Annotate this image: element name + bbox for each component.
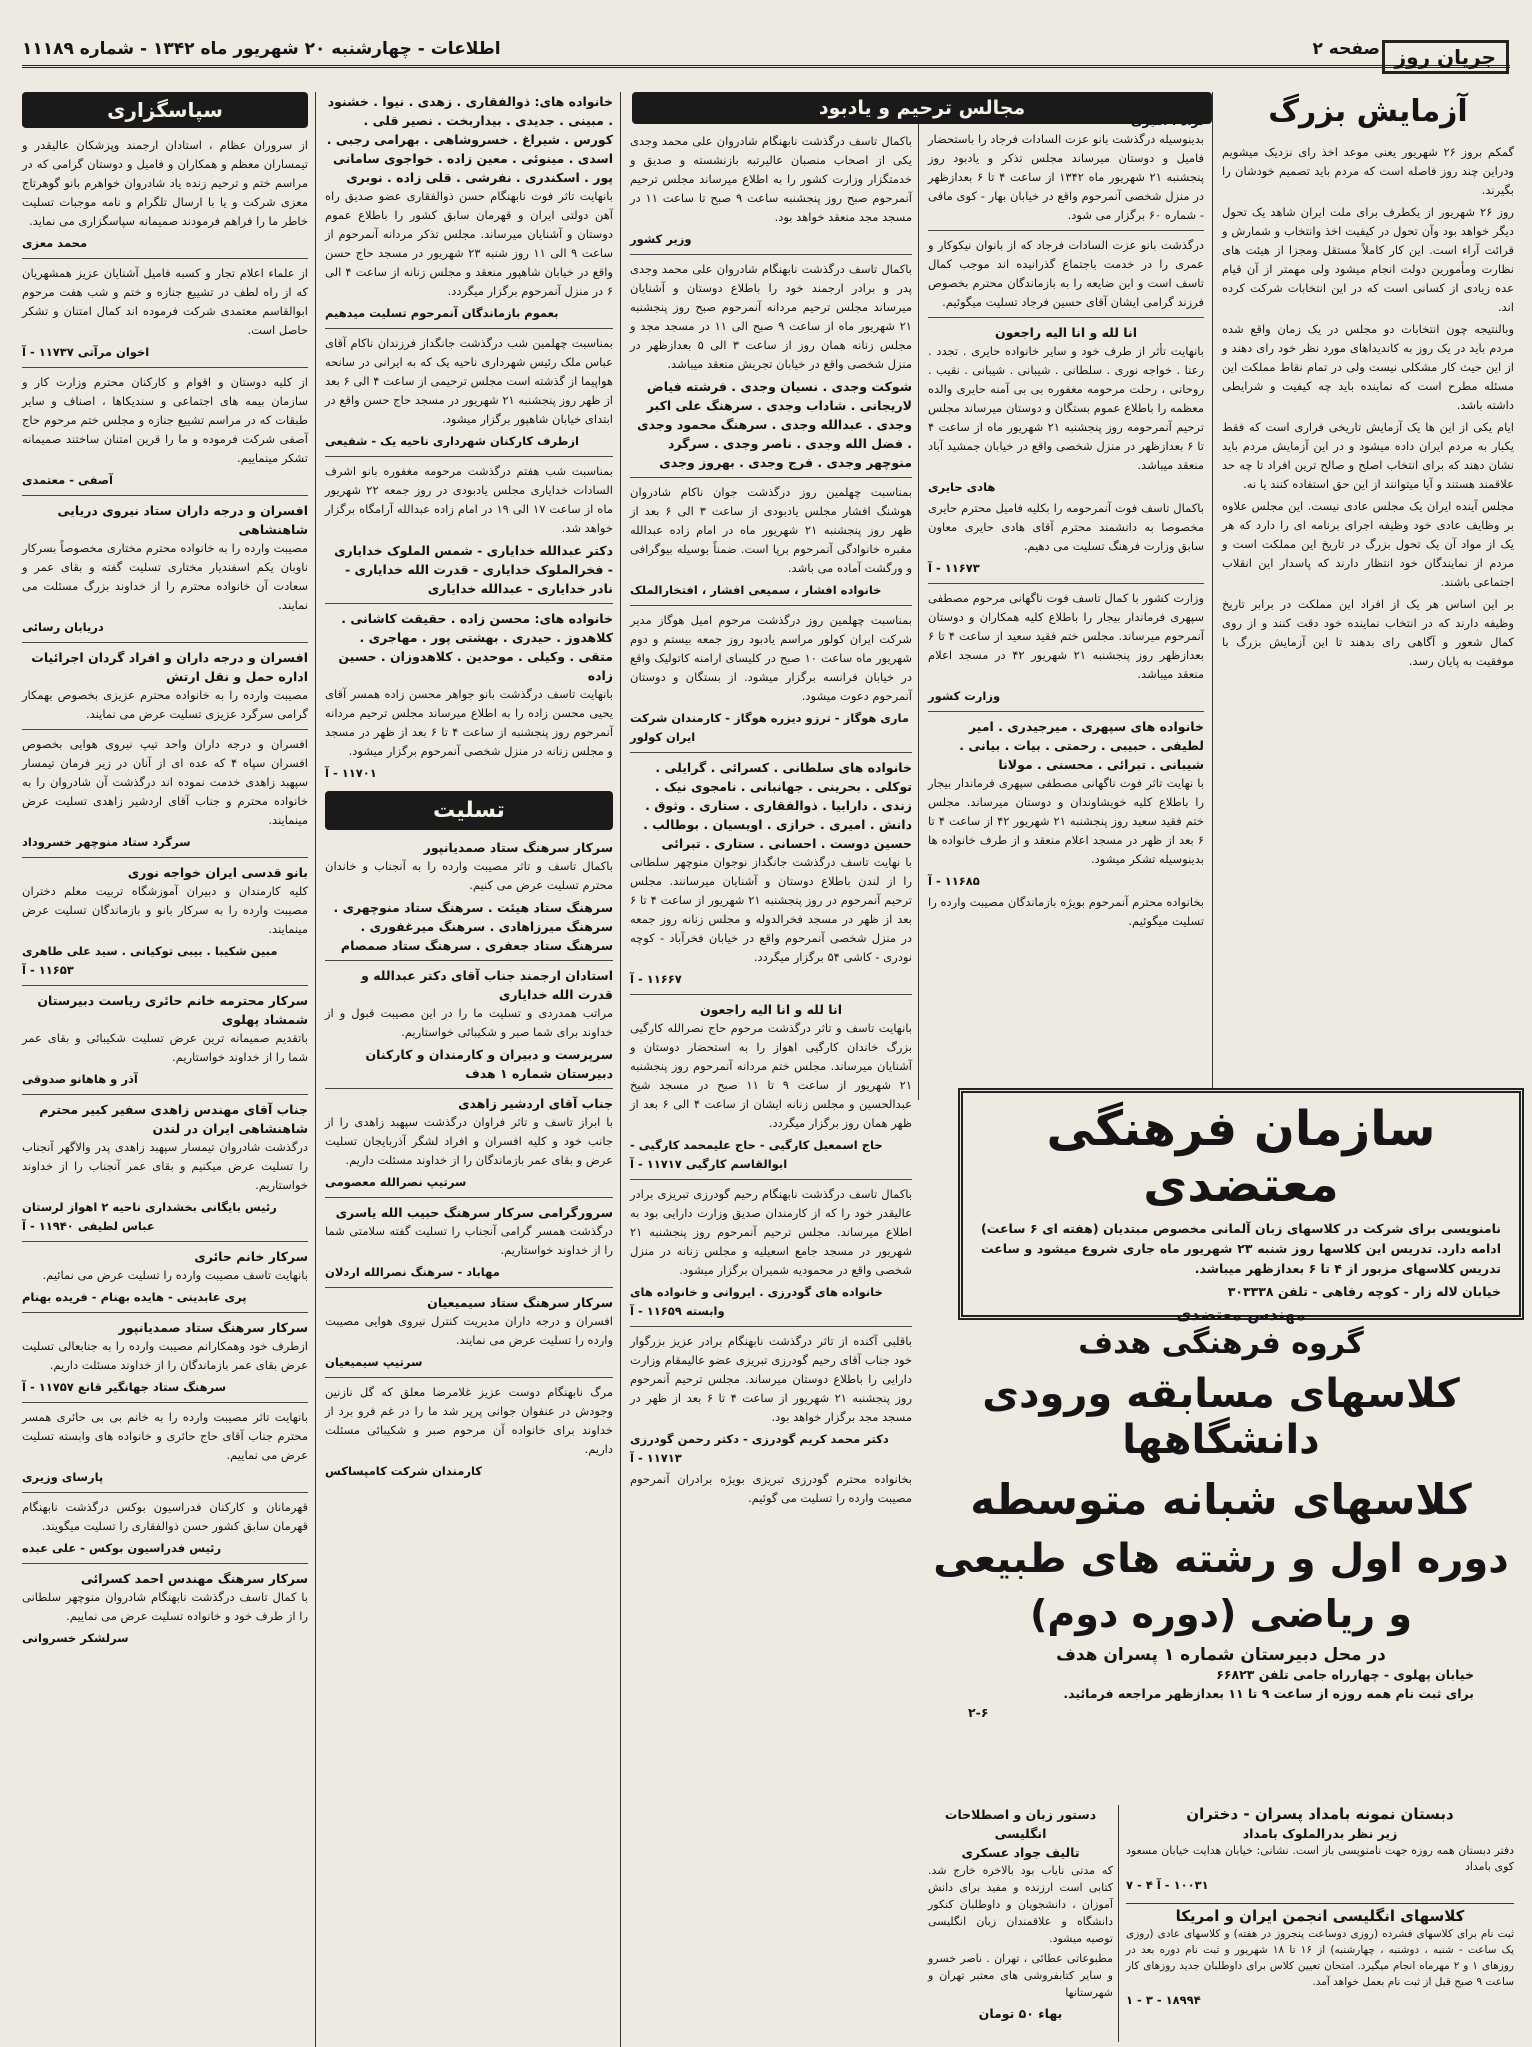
ad-hadaf-line: کلاسهای شبانه متوسطه bbox=[970, 1475, 1472, 1524]
obituary-head: انا لله و انا الیه راجعون bbox=[700, 1002, 842, 1017]
obituary-signature: وزیر کشور bbox=[630, 232, 692, 246]
divider bbox=[22, 258, 308, 259]
condolence-body: درگذشت شادروان تیمسار سپهبد زاهدی پدر والاگهر آنجناب را تسلیت عرض میکنیم و بقای عمر آنجناب را از خداوند خواستاریم. bbox=[22, 1140, 308, 1192]
editorial-paragraph: روز ۲۶ شهریور از یکطرف برای ملت ایران شاهد یک تحول دیگر خواهد بود وآن تحول در کیفیت اخذ وانتخاب و شمارش و قرائت آراء است. این کار کاملاً مستقل ومجزا از هیئت های نظارت ومأمورین دولت انجام میشود ولی مهمتر از آن قیام عده زیادی از کسانی است که در این انتخابات شرکت کرده اند. bbox=[1222, 205, 1514, 314]
editorial-title: آزمایش بزرگ bbox=[1268, 94, 1468, 129]
condolence-body: مصیبت وارده را به خانواده محترم مختاری مخصوصاً بسرکار ناوبان یکم اسفندیار مختاری تسلیت گفته و بقای عمر و سعادت آن خانواده محترم را از خداوند بزرگ مسئلت می نمایند. bbox=[22, 541, 308, 612]
masthead: اطلاعات - چهارشنبه ۲۰ شهریور ماه ۱۳۴۲ - شماره ۱۱۱۸۹ bbox=[22, 39, 501, 59]
divider bbox=[630, 994, 912, 995]
page-number: صفحه ۲ bbox=[1312, 39, 1380, 59]
condolence-head: بانو قدسی ایران خواجه نوری bbox=[127, 865, 308, 880]
obituary-signature: خانواده های گودرزی . ایروانی و خانواده های وابسته ۱۱۶۵۹ - آ bbox=[630, 1285, 883, 1318]
obituary-column-right bbox=[325, 92, 613, 2042]
thanks-column bbox=[22, 92, 308, 2042]
obituary-body: بخانواده محترم آنمرحوم بویژه بازماندگان مصیبت وارده را تسلیت میگوئیم. bbox=[928, 895, 1204, 928]
column-rule bbox=[1118, 1805, 1119, 2042]
divider bbox=[325, 1088, 613, 1089]
divider bbox=[325, 328, 613, 329]
ad-english-code: ۱۸۹۹۴ - ۳ - ۱ bbox=[1126, 1993, 1201, 2007]
obituary-body: بمناسبت چهلمین روز درگذشت مرحوم امیل هوگاز مدیر شرکت ایران کولور مراسم یادبود روز جمعه بیستم و دوم شهریور ماه ساعت ۱۰ صبح در کلیسای ارامنه کاتولیک واقع در خیابان فرانسه برگزار میشود. از بستگان و دوستان آنمرحوم دعوت میشود. bbox=[630, 613, 912, 703]
column-rule bbox=[918, 92, 919, 1100]
obituary-head: خانواده های: ذوالفقاری . زهدی . نیوا . خشنود . مبینی . جدیدی . بیداربخت . نصیر قلی . کورس . شیراغ . خسروشاهی . بهرامی رجبی . اسدی . مینوئی . معین زاده . خواجوی سامانی پور . اسکندری . نفرشی . قلی زاده . نوبری bbox=[326, 94, 613, 185]
ad-hadaf bbox=[928, 1322, 1514, 1802]
divider bbox=[325, 456, 613, 457]
obituary-body: بخانواده محترم گودرزی تبریزی بویژه برادران آنمرحوم مصیبت وارده را تسلیت می گوئیم. bbox=[630, 1472, 912, 1505]
ad-book-title: دستور زبان و اصطلاحات انگلیسی bbox=[944, 1807, 1097, 1841]
ad-school-code: ۱۰۰۳۱ - آ ۴ - ۷ bbox=[1126, 1878, 1209, 1892]
condolence-signature: سرتیپ نصرالله معصومی bbox=[325, 1175, 467, 1189]
obituary-body: بانهایت تاسف درگذشت بانو جواهر محسن زاده همسر آقای یحیی محسن زاده را به اطلاع میرساند مجلس ترحیم مردانه آنمرحوم روز پنجشنبه از ساعت ۴ تا ۶ بعد از ظهر در مسجد و مجلس زنانه در منزل شخصی آنمرحوم برگزار میشود. bbox=[325, 687, 614, 758]
obituary-head: انا لله و انا الیه راجعون bbox=[995, 325, 1137, 340]
condolence-body: باکمال تاسف و تاثر مصیبت وارده را به آنجناب و خاندان محترم تسلیت عرض می کنیم. bbox=[325, 859, 613, 892]
condolence-signature: آذر و هاهانو صدوقی bbox=[22, 1072, 138, 1086]
condolence-signature: رئیس بایگانی بخشداری ناحیه ۲ اهواز لرستان عباس لطیفی ۱۱۹۴۰ - آ bbox=[22, 1200, 277, 1233]
divider bbox=[22, 1312, 308, 1313]
obituary-head: خانواده های: محسن زاده . حقیقت کاشانی . کلاهدوز . حیدری . بهشتی پور . مهاجری . متقی . وکیلی . موحدین . کلاهدوزان . حسین زاده bbox=[338, 611, 613, 683]
obituary-body: وزارت کشور با کمال تاسف فوت ناگهانی مرحوم مصطفی سپهری فرماندار بیجار را باطلاع کلیه همکاران و دوستان آنمرحوم میرساند. مجلس ختم فقید سعید از ساعت ۴ تا ۶ بعدازظهر روز پنجشنبه ۲۱ شهریور ۴۲ در مسجد اعلام منعقد میباشد. bbox=[928, 591, 1204, 681]
condolence-body: ازطرف خود وهمکارانم مصیبت وارده را به جنابعالی تسلیت عرض بقای عمر بازماندگان را از خداوند مسئلت داریم. bbox=[22, 1339, 308, 1372]
condolence-body: افسران و درجه داران مدیریت کنترل نیروی هوایی مصیبت وارده را تسلیت عرض می نمایند. bbox=[325, 1314, 613, 1347]
condolence-signature: سرپرست و دبیران و کارمندان و کارکنان دبیرستان شماره ۱ هدف bbox=[365, 1047, 613, 1081]
ad-hadaf-address: خیابان پهلوی - چهارراه جامی تلفن ۶۶۸۲۳ bbox=[1216, 1667, 1474, 1682]
ad-school-subtitle: زیر نظر بدرالملوک بامداد bbox=[1242, 1826, 1398, 1841]
obituary-signature: ۱۱۷۰۱ - آ bbox=[325, 766, 377, 780]
thanks-section-title: سپاسگزاری bbox=[22, 92, 308, 128]
divider bbox=[630, 752, 912, 753]
thanks-body: از کلیه دوستان و اقوام و کارکنان محترم وزارت کار و سازمان بیمه های اجتماعی و سندیکاها ، اصناف و سایر طبقات که در مراسم تشییع جنازه و مجلس ختم مرحوم حاج آصفی شرکت فرموده و ما را قرین امتنان ساختند صمیمانه تشکر مینماییم. bbox=[22, 375, 308, 465]
condolence-body: بانهایت تاثر مصیبت وارده را به خانم بی بی حائری همسر محترم جناب آقای حاج حائری و خانواده های وابسته تسلیت عرض می نماییم. bbox=[22, 1410, 308, 1462]
divider bbox=[22, 1094, 308, 1095]
obituary-signature: بعموم بازماندگان آنمرحوم تسلیت میدهیم bbox=[325, 306, 559, 320]
obituary-signature: حاج اسمعیل کارگیی - حاج علیمحمد کارگیی - ابوالقاسم کارگیی ۱۱۷۱۷ - آ bbox=[630, 1138, 883, 1171]
condolence-body: کلیه کارمندان و دبیران آموزشگاه تربیت معلم دختران مصیبت وارده را به سرکار بانو و بازماندگان تسلیت عرض مینمایند. bbox=[22, 884, 308, 936]
condolence-head: سرکار سرهنگ ستاد صمدیانپور bbox=[423, 840, 613, 855]
condolence-head: سرکار سرهنگ ستاد صمدیانپور bbox=[118, 1320, 308, 1335]
thanks-signature: آصفی - معتمدی bbox=[22, 473, 113, 487]
obituary-head: خانواده های سپهری . میرجیدری . امیر لطیفی . حبیبی . رحمتی . بیات . بیانی . شیبانی . تبرائی . محسنی . مولانا bbox=[959, 719, 1204, 772]
divider bbox=[630, 477, 912, 478]
divider bbox=[928, 230, 1204, 231]
thanks-body: از علماء اعلام تجار و کسبه فامیل آشنایان عزیز همشهریان که از راه لطف در تشییع جنازه و ختم و شب هفت مرحوم ابوالقاسم معتمدی شرکت فرموده اند کمال امتنان و تشکر حاصل است. bbox=[22, 266, 308, 337]
ad-motazedi bbox=[958, 1088, 1524, 1324]
condolence-head: جناب آقای مهندس زاهدی سفیر کبیر محترم شاهنشاهی ایران در لندن bbox=[39, 1102, 308, 1136]
column-rule bbox=[620, 92, 621, 2047]
condolence-body: درگذشت همسر گرامی آنجناب را تسلیت گفته سلامتی شما را از خداوند خواستاریم. bbox=[325, 1224, 613, 1257]
condolence-signature: مهاباد - سرهنگ نصرالله اردلان bbox=[325, 1265, 500, 1279]
divider bbox=[630, 1179, 912, 1180]
obituary-signature: ازطرف کارکنان شهرداری ناحیه یک - شفیعی bbox=[325, 434, 579, 448]
ad-hadaf-code: ۲-۶ bbox=[968, 1705, 989, 1720]
column-rule bbox=[315, 92, 316, 2047]
obituary-body: باقلبی آکنده از تاثر درگذشت نابهنگام برادر عزیز بزرگوار خود جناب آقای رحیم گودرزی تبریزی عضو عالیمقام وزارت دارایی را باطلاع دوستان میرساند. مجلس ترحیم آنمرحوم روز پنجشنبه ۲۱ شهریور از ساعت ۴ تا ۶ بعد از ظهر در مسجد مجد برگزار خواهد بود. bbox=[630, 1334, 913, 1424]
condolence-body: قهرمانان و کارکنان فدراسیون بوکس درگذشت نابهنگام قهرمان سابق کشور حسن ذوالفقاری را تسلیت میگویند. bbox=[22, 1500, 308, 1533]
obituary-body: درگذشت بانو عزت السادات فرجاد که از بانوان نیکوکار و عمری را در خدمت باجتماع گذرانیده اند موجب کمال تاسف است و این ضایعه را به بازماندگان محترم بخصوص فرزند گرامی ایشان آقای حسین فرجاد تسلیت میگوئیم. bbox=[928, 238, 1204, 309]
condolence-body: با کمال تاسف درگذشت نابهنگام شادروان منوچهر سلطانی را از طرف خود و خانواده تسلیت عرض می نماییم. bbox=[22, 1590, 308, 1623]
condolence-signature: سرتیپ سیمیعیان bbox=[325, 1355, 423, 1369]
obituary-body: باکمال تاسف درگذشت نابهنگام شادروان علی محمد وجدی پدر و برادر ارجمند خود را باطلاع دوستان و آشنایان میرساند مجلس ترحیم مردانه آنمرحوم صبح روز پنجشنبه ۲۱ شهریور ماه از ساعت ۹ صبح الی ۱۱ در مسجد مجد و مجلس زنانه همان روز از ساعت ۳ الی ۵ بعدازظهر در منزل شخصی واقع در خیابان تجریش منعقد میباشد. bbox=[630, 262, 912, 371]
obituary-head: دکتر عبدالله خدایاری - شمس الملوک خدایاری - فخرالملوک خدایاری - قدرت الله خدایاری - نادر خدایاری - عبدالله خدایاری bbox=[334, 543, 613, 596]
ad-motazedi-signature: مهندس معتضدی bbox=[1176, 1305, 1306, 1324]
obituary-signature: ماری هوگاز - ترزو دیزره هوگاز - کارمندان شرکت ایران کولور bbox=[630, 711, 909, 744]
condolence-head: سرکار محترمه خانم حائری ریاست دبیرستان شمشاد پهلوی bbox=[37, 993, 308, 1027]
condolence-body: بانهایت تاسف مصیبت وارده را تسلیت عرض می نمائیم. bbox=[42, 1268, 308, 1282]
obituary-signature: ۱۱۶۶۷ - آ bbox=[630, 972, 682, 986]
editorial-paragraph: ایام یکی از این ها یک آزمایش تاریخی فراری است که فقط یکبار به مردم ایران داده میشود و در این آزمایش مردم باید نشان دهند که برای انتخاب اصلح و صالح ترین افراد تا چه حد علاقمند هستند و آیا میتوانند از این حق استفاده کنند یا نه. bbox=[1222, 420, 1514, 491]
ad-school-body: دفتر دبستان همه روزه جهت نامنویسی باز است. نشانی: خیابان هدایت خیابان مسعود کوی بامداد bbox=[1126, 1844, 1514, 1873]
condolence-head: سرورگرامی سرکار سرهنگ حبیب الله یاسری bbox=[335, 1205, 613, 1220]
divider bbox=[22, 857, 308, 858]
ad-english-title: کلاسهای انگلیسی انجمن ایران و امریکا bbox=[1126, 1903, 1514, 1926]
obituary-body: باکمال تاسف درگذشت نابهنگام رحیم گودرزی تبریزی برادر عالیقدر خود را که از کارمندان صدیق وزارت دارایی بود به اطلاع میرساند. مجلس ترحیم آنمرحوم روز پنجشنبه ۲۱ شهریور در مسجد جامع اسعیلیه و مجلس زنانه در منزل شخصی واقع در محمودیه شمیران برگزار میشود. bbox=[630, 1187, 912, 1277]
thanks-signature: محمد معزی bbox=[22, 236, 88, 250]
divider bbox=[928, 583, 1204, 584]
obituary-body: باکمال تاسف درگذشت نابهنگام شادروان علی محمد وجدی یکی از اصحاب منصبان عالیرتبه بازنشسته و صدیق و خدمتگزار وزارت کشور را به اطلاع میرساند مجلس ترحیم آنمرحوم صبح روز پنجشنبه ساعت ۹ صبح تا ساعت ۱۱ در مسجد مجد منعقد خواهد بود. bbox=[630, 134, 912, 224]
obituary-body: بانهایت تاثر فوت نابهنگام حسن ذوالفقاری عضو صدیق راه آهن دولتی ایران و قهرمان سابق کشور را باطلاع عموم دوستان و آشنایان میرساند. مجلس تذکر مردانه آنمرحوم از ساعت ۹ الی ۱۱ روز شنبه ۲۳ شهریور در مسجد حاج حسن واقع در خیابان شاهپور منعقد و مجلس زنانه از ساعت ۴ الی ۶ در منزل آنمرحوم برگزار میگردد. bbox=[325, 189, 614, 298]
obituary-signature: ۱۱۶۷۳ - آ bbox=[928, 561, 980, 575]
divider bbox=[928, 711, 1204, 712]
condolence-head: سرکار سرهنگ ستاد سیمیعیان bbox=[427, 1295, 613, 1310]
obituary-body: بمناسبت چهلمین روز درگذشت جوان ناکام شادروان هوشنگ افشار مجلس یادبودی از ساعت ۳ الی ۶ بعد از ظهر روز پنجشنبه ۲۱ شهریور ماه در امام زاده عبدالله مقبره خانوادگی آنمرحوم برپا است. ضمناً بوسیله بیوگرافی و ورگشت آماده می باشد. bbox=[630, 485, 913, 575]
ad-hadaf-line: دوره اول و رشته های طبیعی bbox=[933, 1536, 1509, 1582]
obituary-head: خانواده های سلطانی . کسرائی . گرایلی . توکلی . بحرینی . جهانبانی . نامجوی نیک . زندی . دارابیا . ذوالفقاری . ستاری . وثوق . دانش . امیری . خرازی . اویسیان . بوطالب . حسین دوست . احسانی . ستاری . تبرائی bbox=[643, 760, 912, 851]
editorial-column bbox=[1222, 40, 1514, 1100]
editorial-paragraph: مجلس آینده ایران یک مجلس عادی نیست. این مجلس علاوه بر وظایف عادی خود وظیفه اجرای برنامه ای را دارد که هر یک از مواد آن یک تحول بزرگ در تاریخ این مملکت است و مردم از نمایندگان خود انتظار دارند که پاسدار این انقلاب اجتماعی باشند. bbox=[1222, 499, 1514, 589]
condolence-head: سرکار سرهنگ مهندس احمد کسرائی bbox=[80, 1571, 308, 1586]
obituary-signature: هادی حایری bbox=[928, 480, 996, 494]
ad-hadaf-line: گروه فرهنگی هدف bbox=[1078, 1326, 1364, 1361]
obituary-body: با نهایت تاسف درگذشت جانگداز نوجوان منوچهر سلطانی را از لندن باطلاع دوستان و آشنایان میرسانند. مجلس ترحیم آنمرحوم در روز پنجشنبه ۲۱ شهریور از ساعت ۴ تا ۶ بعد از ظهر در مسجد فخرالدوله و مجلس زنانه روز جمعه در منزل شخصی آنمرحوم واقع در خیابان فخرآباد - کوچه نودری - کاشی ۵۴ برگزار میگردد. bbox=[630, 855, 912, 964]
obituary-body: بانهایت تأثر از طرف خود و سایر خانواده حایری . تجدد . رعنا . خواجه نوری . سلطانی . شیبانی . شیبانی . نقیب . روحانی ، رحلت مرحومه مغفوره بی بی آمنه حایری والده معظمه را باطلاع عموم بستگان و دوستان میرساند مجلس ترحیم آنمرحومه روز پنجشنبه ۲۱ شهریور ماه از ساعت ۴ تا ۶ بعدازظهر در منزل شخصی واقع در خیابان جمشید آباد منعقد میباشد. bbox=[928, 344, 1204, 472]
divider bbox=[22, 1241, 308, 1242]
condolence-body: باتقدیم صمیمانه ترین عرض تسلیت شکیبائی و بقای عمر شما را از خداوند خواستاریم. bbox=[22, 1031, 308, 1064]
condolence-signature: سرلشکر خسروانی bbox=[22, 1631, 129, 1645]
obituary-body: با نهایت تاثر فوت ناگهانی مصطفی سپهری فرماندار بیجار را باطلاع کلیه خویشاوندان و دوستان میرساند. مجلس ختم فقید سعید روز پنجشنبه ۲۱ شهریور ۴۲ از ساعت ۴ تا ۶ بعد از ظهر در مسجد اعلام منعقد و از طرف خانواده ها بدینوسیله تشکر میشود. bbox=[928, 776, 1204, 866]
logo: جریان روز bbox=[1382, 40, 1509, 74]
obituary-signature: وزارت کشور bbox=[928, 689, 1001, 703]
condolence-body: مصیبت وارده را به خانواده محترم عزیزی بخصوص بهمکار گرامی سرگرد عزیزی تسلیت عرض می نمایند. bbox=[22, 688, 308, 721]
condolence-signature: پارسای وزیری bbox=[22, 1470, 104, 1484]
condolence-body: افسران و درجه داران واحد تیپ نیروی هوایی بخصوص افسران سپاه ۴ که عده ای از آنان در زیر فرمان تیمسار سپهبد زاهدی خدمت نموده اند درگذشت آن شادروان را به خانواده محترم و جناب آقای اردشیر زاهدی تسلیت عرض مینمایند. bbox=[22, 737, 308, 827]
condolence-signature: سرهنگ ستاد جهانگیر قانع ۱۱۷۵۷ - آ bbox=[22, 1380, 227, 1394]
ad-book-author: تالیف جواد عسکری bbox=[961, 1845, 1080, 1860]
ad-english bbox=[1126, 1903, 1514, 2042]
ad-hadaf-hours: برای ثبت نام همه روزه از ساعت ۹ تا ۱۱ بعدازظهر مراجعه فرمائید. bbox=[1063, 1686, 1474, 1701]
ad-motazedi-title: سازمان فرهنگی معتضدی bbox=[1046, 1101, 1436, 1213]
condolence-signature: پری عابدینی - هایده بهنام - فریده بهنام bbox=[22, 1290, 247, 1304]
condolence-signature: سرهنگ ستاد هیئت . سرهنگ ستاد منوچهری . سرهنگ میرزاهادی . سرهنگ میرغفوری . سرهنگ ستاد جعفری . سرهنگ ستاد صمصام bbox=[333, 900, 613, 953]
ad-motazedi-body: نامنویسی برای شرکت در کلاسهای زبان آلمانی مخصوص مبتدیان (هفته ای ۶ ساعت) ادامه دارد. تدریس این کلاسها روز شنبه ۲۳ شهریور ماه جاری شروع میشود و ساعت تدریس کلاسهای مزبور از ۴ تا ۶ بعدازظهر میباشد. bbox=[981, 1221, 1501, 1276]
divider bbox=[325, 603, 613, 604]
condolence-head: افسران و درجه داران ستاد نیروی دریایی شاهنشاهی bbox=[57, 503, 308, 537]
divider bbox=[22, 1402, 308, 1403]
ad-english-body: ثبت نام برای کلاسهای فشرده (روزی دوساعت پنجروز در هفته) و کلاسهای عادی (روزی یک ساعت - شنبه ، دوشنبه ، چهارشنبه) از ۱۶ تا ۱۸ شهریور و ثبت نام دوره بعد در روزهای ۱ و ۲ مهرماه انجام میگیرد. امتحان تعیین کلاس برای داوطلبان جدید روزهای کار ساعت ۹ صبح قبل از ثبت نام بعمل خواهد آمد. bbox=[1126, 1928, 1515, 1988]
condolence-signature: رئیس فدراسیون بوکس - علی عبده bbox=[22, 1541, 222, 1555]
obituary-section-title: مجالس ترحیم و یادبود bbox=[632, 92, 1212, 124]
divider bbox=[630, 1326, 912, 1327]
ad-motazedi-address: خیابان لاله زار - کوچه رفاهی - تلفن ۳۰۳۳۳۸ bbox=[1227, 1284, 1501, 1299]
divider bbox=[325, 1287, 613, 1288]
ad-school-title: دبستان نمونه بامداد پسران - دختران bbox=[1186, 1805, 1454, 1823]
condolence-signature: مبین شکیبا . بیبی توکیانی . سید علی طاهری ۱۱۶۵۳ - آ bbox=[22, 944, 278, 977]
column-rule bbox=[1212, 92, 1213, 1100]
condolence-head: سرکار خانم حائری bbox=[194, 1249, 308, 1264]
divider bbox=[22, 1563, 308, 1564]
obituary-head: شوکت وجدی . نسیان وجدی . فرشته فیاض لاریجانی . شاداب وجدی . سرهنگ علی اکبر وجدی . عبدالله وجدی . سرهنگ محمود وجدی . فضل الله وجدی . ناصر وجدی . سرگرد منوچهر وجدی . فرج وجدی . بهروز وجدی bbox=[637, 379, 912, 470]
condolence-signature: کارمندان شرکت کامپساکس bbox=[325, 1464, 482, 1478]
obituary-signature: خانواده افشار ، سمیعی افشار ، افتخارالملک bbox=[630, 583, 882, 597]
obituary-body: بانهایت تاسف و تاثر درگذشت مرحوم حاج نصرالله کارگیی بزرگ خاندان کارگیی اهواز را به استحضار دوستان و آشنایان میرساند. مجلس ختم مردانه آنمرحوم روز پنجشنبه ۲۱ شهریور از ساعت ۹ تا ۱۱ صبح در مسجد شیخ عبدالحسین و مجلس زنانه ایشان از ساعت ۴ الی ۶ بعد از ظهر همان روز برگزار میگردد. bbox=[630, 1021, 912, 1130]
condolence-signature: سرگرد ستاد منوچهر خسروداد bbox=[22, 835, 191, 849]
divider bbox=[22, 729, 308, 730]
divider bbox=[22, 642, 308, 643]
obituary-signature: ۱۱۶۸۵ - آ bbox=[928, 874, 980, 888]
condolence-body: مراتب همدردی و تسلیت ما را در این مصیبت قبول و از خداوند برای شما صبر و شکیبائی خواستاریم. bbox=[325, 1006, 613, 1039]
divider bbox=[325, 960, 613, 961]
condolence-head: جناب آقای اردشیر زاهدی bbox=[458, 1096, 613, 1111]
condolence-section-title: تسلیت bbox=[325, 791, 613, 830]
ad-hadaf-venue: در محل دبیرستان شماره ۱ پسران هدف bbox=[1056, 1645, 1386, 1665]
ad-book bbox=[928, 1805, 1113, 2042]
condolence-head: افسران و درجه داران و افراد گردان اجرائیات اداره حمل و نقل ارتش bbox=[31, 650, 308, 684]
condolence-signature: دریابان رسائی bbox=[22, 620, 104, 634]
editorial-paragraph: بر این اساس هر یک از افراد این مملکت در برابر تاریخ وظیفه دارند که در انتخاب نماینده خود دقت کنند و از روی کمال شعور و آگاهی رای بدهند تا این آزمایش بزرگ با موفقیت به پایان رسد. bbox=[1222, 597, 1514, 668]
editorial-paragraph: گمکم بروز ۲۶ شهریور یعنی موعد اخذ رای نزدیک میشویم ودراین چند روز فاصله است که مردم باید تصمیم خودشان را بگیرند. bbox=[1222, 145, 1515, 197]
thanks-body: از سروران عظام ، استادان ارجمند وپزشکان عالیقدر و تیمساران معظم و همکاران و فامیل و دوستان گرامی که در مراسم ختم و ترحیم زنده یاد شادروان خواهرم بانو گوهرتاج معزی شرکت و یا با ارسال تلگرام و نامه موجبات تسلیت خاطر ما را فراهم فرمودند صمیمانه سپاسگزاری می نماید. bbox=[22, 138, 308, 228]
divider bbox=[325, 1197, 613, 1198]
obituary-body: بمناسبت چهلمین شب درگذشت جانگداز فرزندان ناکام آقای عباس ملک رئیس شهرداری ناحیه یک که به ایرانی در سانحه هواپیما از گذشته است مجلس ترحیمی از ساعت ۴ الی ۶ بعد از ظهر روز پنجشنبه ۲۱ شهریور در مسجد حاج حسن واقع در ابتدای خیابان شاهپور برگزار میشود. bbox=[325, 336, 613, 426]
ad-book-body: که مدتی نایاب بود بالاخره خارج شد. کتابی است ارزنده و مفید برای دانش آموزان ، دانشجویان و داوطلبان کنکور دانشگاه و علاقمندان زبان انگلیسی توصیه میشود. bbox=[928, 1864, 1113, 1945]
obituary-signature: دکتر محمد کریم گودرزی - دکتر رحمن گودرزی ۱۱۷۱۳ - آ bbox=[630, 1432, 889, 1465]
divider bbox=[22, 985, 308, 986]
divider bbox=[928, 317, 1204, 318]
divider bbox=[630, 605, 912, 606]
condolence-body: مرگ نابهنگام دوست عزیز غلامرضا معلق که گل نازنین وجودش در عنفوان جوانی پرپر شد ما را در غم فرو برد از خداوند برای خانواده آن مرحوم صبر و شکیبائی مسئلت داریم. bbox=[325, 1385, 613, 1456]
divider bbox=[22, 495, 308, 496]
ad-book-sellers: مطبوعاتی عطائی ، تهران . ناصر خسرو و سایر کتابفروشی های معتبر تهران و شهرستانها bbox=[928, 1952, 1113, 1999]
obituary-column-center bbox=[928, 92, 1204, 1102]
editorial-paragraph: وبالنتیجه چون انتخابات دو مجلس در یک زمان واقع شده مردم باید در یک روز به کاندیداهای مورد نظر خود رای دهند و از این حیث کار مشکلی نیست ولی در تمام نقاط مملکت این مسئله مطرح است که نماینده باید چه کیفیت و شرایطی داشته باشد. bbox=[1222, 322, 1514, 412]
divider bbox=[22, 1492, 308, 1493]
obituary-body: بمناسبت شب هفتم درگذشت مرحومه مغفوره بانو اشرف السادات خدایاری مجلس یادبودی در روز جمعه ۲۲ شهریور ماه از ساعت ۱۷ الی ۱۹ در امام زاده عبدالله آرامگاه برگزار خواهد شد. bbox=[325, 464, 614, 535]
thanks-signature: اخوان مرآتی ۱۱۷۳۷ - آ bbox=[22, 345, 150, 359]
obituary-body: باکمال تاسف فوت آنمرحومه را بکلیه فامیل محترم حایری مخصوصا به دانشمند محترم آقای هادی حایری معاون سابق وزارت فرهنگ تسلیت می دهیم. bbox=[928, 501, 1204, 553]
condolence-body: با ابراز تاسف و تاثر فراوان درگذشت سپهبد زاهدی را از جانب خود و کلیه افسران و افراد لشگر آذربایجان تسلیت عرض و بقای عمر بازماندگان را از خداوند مسئلت داریم. bbox=[325, 1115, 613, 1167]
divider bbox=[630, 254, 912, 255]
ad-hadaf-line: و ریاضی (دوره دوم) bbox=[1029, 1592, 1413, 1636]
obituary-body: بدینوسیله درگذشت بانو عزت السادات فرجاد را باستحضار فامیل و دوستان میرساند مجلس تذکر و یادبود روز پنجشنبه ۲۱ شهریور ماه ۱۳۴۲ از ساعت ۴ تا ۶ بعدازظهر در منزل شخصی آنمرحوم واقع در خیابان بهار - کوی مافی - شماره ۶۰ برگزار می شود. bbox=[928, 132, 1204, 222]
ad-book-price: بهاء ۵۰ تومان bbox=[978, 2006, 1063, 2021]
ad-hadaf-line: کلاسهای مسابقه ورودی دانشگاهها bbox=[982, 1371, 1460, 1463]
divider bbox=[325, 1377, 613, 1378]
ad-school bbox=[1126, 1805, 1514, 1900]
condolence-head: استادان ارجمند جناب آقای دکتر عبدالله و قدرت الله خدایاری bbox=[361, 968, 613, 1002]
divider bbox=[22, 367, 308, 368]
